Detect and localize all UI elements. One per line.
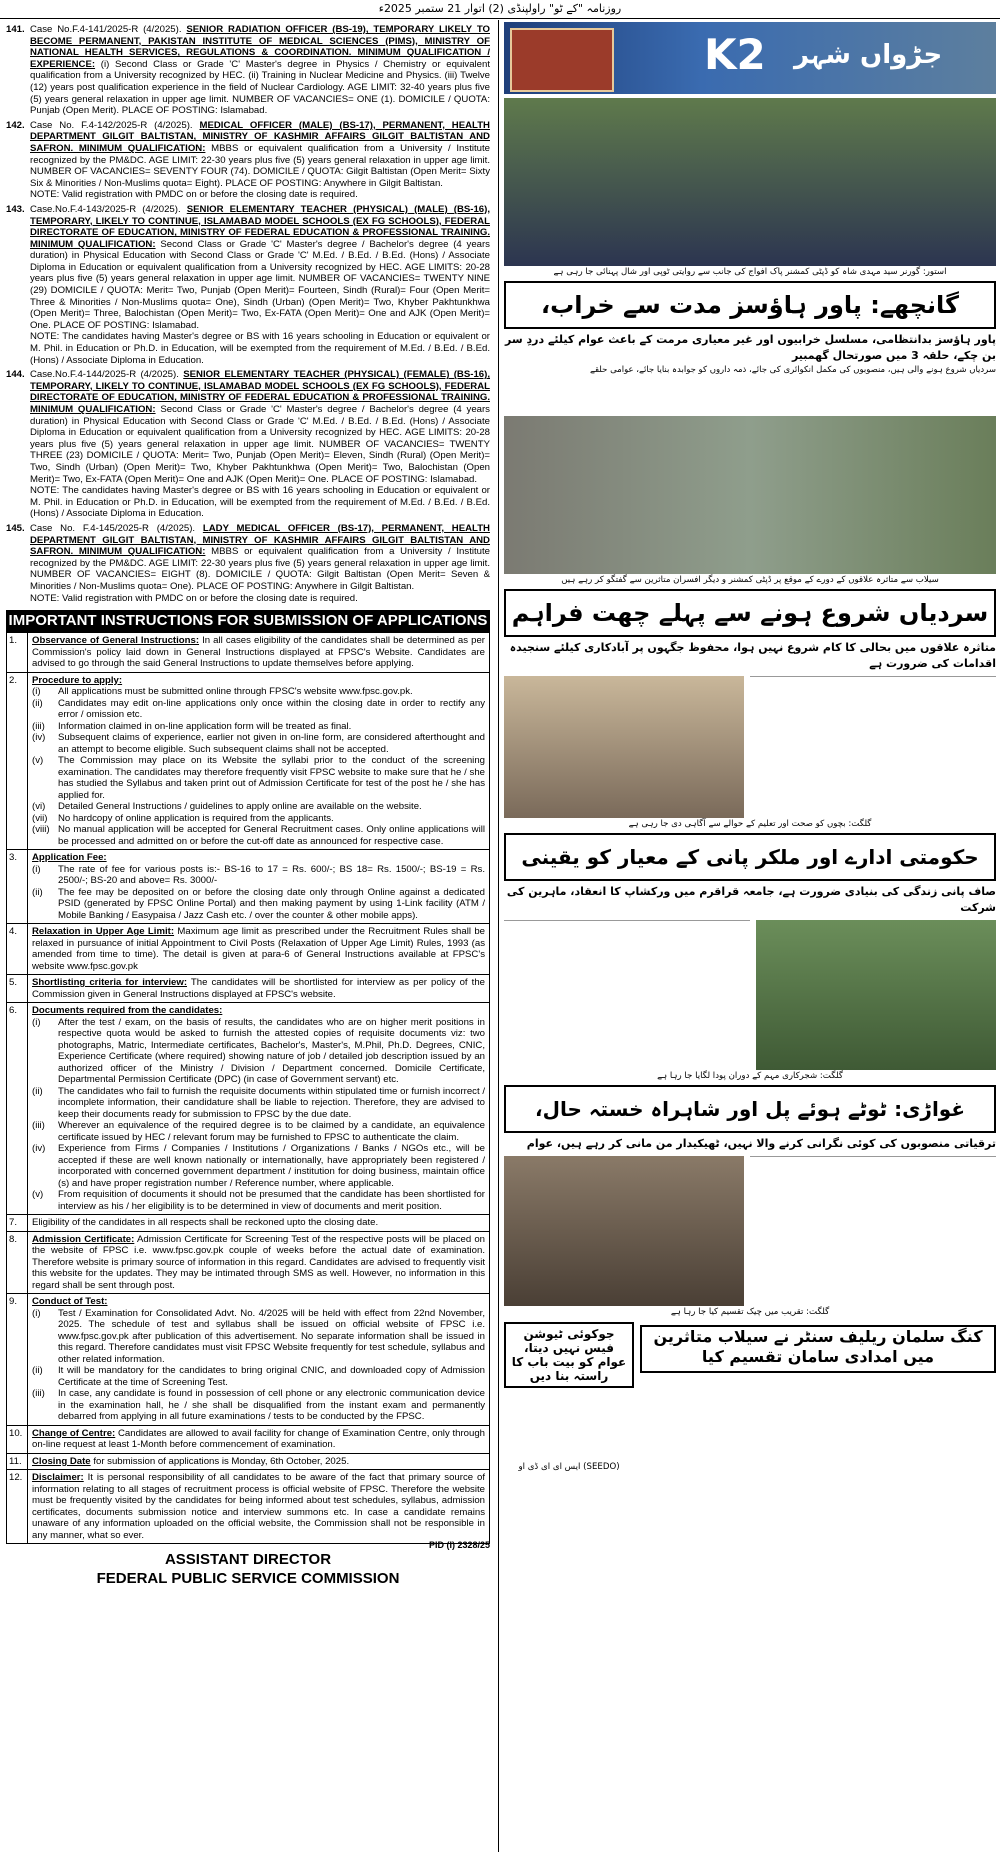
instruction-subitem bbox=[32, 1086, 485, 1121]
subitem-roman: (vi) bbox=[32, 801, 46, 813]
subitem-roman: (vii) bbox=[32, 812, 48, 824]
pid-number: PID (I) 2328/25 bbox=[428, 1540, 490, 1551]
case-text: Second Class or Grade 'C' Master's degree / Bachelor's degree (4 years duration) in Physical Education with Second Class or Grade 'C' M.Ed. / B.Ed. / B.Ed. (Hons) / Associate Diploma in Education or equivalent qualification from a University recognized by HEC. AGE LIMITS: 20-28 years plus five (5) years general relaxation in upper age limit. NUMBER OF VACANCIES= TWENTY NINE (29) DOMICILE / QUOTA: Merit= Two, Punjab (Open Merit)= Fourteen, Sindh (Rural)= Four (Open Merit= Three & Minorities / Non-Muslims quota= One), Sindh (Urban) (Open Merit)= Two, Khyber Pakhtunkhwa (Open Merit)= Three, Balochistan (Open Merit)= Two, Ex-FATA (Open Merit)= One and AJK (Open Merit)= One. PLACE OF POSTING: Islamabad. bbox=[30, 238, 490, 331]
instruction-heading: Observance of General Instructions: bbox=[32, 635, 200, 647]
case-body bbox=[30, 120, 490, 201]
instruction-content bbox=[28, 1215, 489, 1231]
bridge-article-row bbox=[504, 1156, 996, 1306]
case-note: NOTE: The candidates having Master's degree or BS with 16 years schooling in Education or equivalent or M. Phil. in Education or Ph.D. in Education, will be exempted from the requirement of M.Ed. / B.Ed. / B.Ed. (Hons) / Associate Diploma in Education. bbox=[30, 331, 490, 366]
signature-org: FEDERAL PUBLIC SERVICE COMMISSION bbox=[96, 1570, 400, 1588]
instruction-text: Admission Certificate for Screening Test of the respective posts will be placed on the website of FPSC i.e. www.fpsc.gov.pk couple of weeks before the actual date of examination. Therefore website is primary source of information in this regard. Candidates are advised to frequently visit this website for the updates. They may be intimated through SMS as well. However, no information in this regard shall be sent through post. bbox=[32, 1233, 486, 1291]
subitem-text: The candidates who fail to furnish the requisite documents within stipulated time or furnish incorrect / incomplete information, their candidature shall be liable to rejection. Therefore, they are advised to keep their documents ready for submission to FPSC by the due date. bbox=[58, 1085, 485, 1120]
instruction-content bbox=[28, 924, 489, 974]
subitem-text: Wherever an equivalence of the required degree is to be claimed by a candidate, an equivalence certificate issued by HEC / relevant forum may be furnished to FPSC to authenticate the claim. bbox=[58, 1120, 485, 1143]
instruction-content bbox=[28, 1294, 489, 1425]
subitem-roman: (i) bbox=[32, 1016, 41, 1028]
subitem-roman: (i) bbox=[32, 686, 41, 698]
case-title: SENIOR RADIATION OFFICER (BS-19), TEMPORARY LIKELY TO BECOME PERMANENT, PAKISTAN INSTITUTE OF MEDICAL SCIENCES (PIMS), MINISTRY OF NATIONAL HEALTH SERVICES, REGULATIONS & COORDINATION. MINIMUM QUALIFICATION / EXPERIENCE: bbox=[30, 24, 490, 70]
bottom-row bbox=[504, 1322, 996, 1473]
subitem-text: The fee may be deposited on or before the closing date only through Online against a dedicated PSID (generated by FPSC Online Portal) and then making payment by using 1-Link facility (ATM / Mobile Banking / Easypaisa / Jazz Cash etc. / over the counter & other mobile apps). bbox=[58, 886, 485, 921]
subheadline-flood-victims: متاثرہ علاقوں میں بحالی کا کام شروع نہیں ہوا، محفوظ جگہوں پر آبادکاری کیلئے سنجیدہ اقدامات کی ضرورت ہے bbox=[509, 641, 996, 670]
subitem-text: In case, any candidate is found in possession of cell phone or any electronic communication device in the examination hall, he / she shall be disqualified from the instant exam and permanently debarred from applying in all future examinations / tests to be conducted by the FPSC. bbox=[58, 1388, 485, 1423]
subitem-roman: (iii) bbox=[32, 720, 45, 732]
case-number: 142. bbox=[6, 119, 25, 131]
instruction-subitem bbox=[32, 698, 485, 721]
instruction-row bbox=[7, 632, 489, 672]
photo-caption-5: گلگت: تقریب میں چیک تقسیم کیا جا رہا ہے bbox=[670, 1307, 830, 1317]
case-body bbox=[30, 24, 490, 117]
instruction-row bbox=[7, 1453, 489, 1470]
instruction-content bbox=[28, 975, 489, 1002]
news-photo-cheque bbox=[504, 1156, 744, 1306]
case-body bbox=[30, 369, 490, 520]
signature-block bbox=[6, 1540, 490, 1588]
subheadline-broken-bridge: ترقیاتی منصوبوں کی کوئی نگرانی کرنے والا نہیں، ٹھیکیدار من مانی کر رہے ہیں، عوام bbox=[526, 1137, 996, 1150]
instruction-subitem bbox=[32, 721, 485, 733]
instruction-text: Eligibility of the candidates in all respects shall be reckoned upto the closing date. bbox=[32, 1217, 379, 1229]
headline-flood-victims: سردیاں شروع ہونے سے پہلے چھت فراہم bbox=[504, 589, 996, 637]
instruction-row bbox=[7, 1002, 489, 1214]
instruction-subitem bbox=[32, 1308, 485, 1366]
instruction-number: 10. bbox=[7, 1426, 28, 1453]
brand-subtitle: جڑواں شہر bbox=[794, 40, 943, 70]
news-photo-governor bbox=[504, 98, 996, 266]
subitem-text: All applications must be submitted online through FPSC's website www.fpsc.gov.pk. bbox=[58, 686, 413, 698]
headline-water-quality: حکومتی ادارے اور ملکر پانی کے معیار کو یقینی bbox=[504, 833, 996, 881]
box-article bbox=[504, 1391, 634, 1461]
instructions-table bbox=[6, 632, 490, 1544]
case-ref: Case No.F.4-141/2025-R (4/2025). bbox=[30, 24, 182, 35]
article-relief bbox=[640, 1376, 996, 1436]
subheadline-power-houses: پاور ہاؤسز بدانتظامی، مسلسل خرابیوں اور غیر معیاری مرمت کے باعث عوام کیلئے دردِ سر بن چکے، حلقہ 3 میں صورتحال گھمبیر bbox=[505, 333, 996, 362]
column-divider bbox=[498, 20, 499, 1852]
instruction-number: 12. bbox=[7, 1470, 28, 1543]
instruction-number: 7. bbox=[7, 1215, 28, 1231]
instruction-number: 5. bbox=[7, 975, 28, 1002]
instruction-text: In all cases eligibility of the candidates shall be determined as per Commission's policy laid down in General Instructions displayed at FPSC's Website. Candidates are advised to go through the said General Instructions to update themselves before applying. bbox=[32, 635, 485, 670]
instruction-text: The candidates will be shortlisted for interview as per policy of the Commission given in General Instructions displayed at FPSC's website. bbox=[32, 977, 485, 1000]
subitem-text: Detailed General Instructions / guidelines to apply online are available on the website. bbox=[58, 801, 422, 813]
subitem-roman: (ii) bbox=[32, 1365, 43, 1377]
instruction-subitem bbox=[32, 1388, 485, 1423]
subitem-roman: (v) bbox=[32, 1189, 44, 1201]
instruction-subitem bbox=[32, 755, 485, 801]
instruction-content bbox=[28, 1454, 489, 1470]
subitem-roman: (i) bbox=[32, 1307, 41, 1319]
case-body bbox=[30, 204, 490, 366]
instruction-number: 2. bbox=[7, 673, 28, 850]
case-ref: Case No. F.4-142/2025-R (4/2025). bbox=[30, 119, 193, 131]
instruction-text: Maximum age limit as prescribed under the Recruitment Rules shall be relaxed in pursuance of initial Appointment to Civil Posts (Relaxation of Upper Age Limit) Rules, 1993 (as amended from time to time). The detail is given at para-6 of General Instructions available at FPSC's website www.fpsc.gov.pk bbox=[32, 926, 485, 972]
case-ref: Case No. F.4-145/2025-R (4/2025). bbox=[30, 522, 196, 534]
case-note: NOTE: Valid registration with PMDC on or before the closing date is required. bbox=[30, 592, 358, 604]
instruction-subitem bbox=[32, 801, 485, 813]
instruction-subitem bbox=[32, 1017, 485, 1086]
instruction-row bbox=[7, 1293, 489, 1425]
photo-caption-4: گلگت: شجرکاری مہم کے دوران پودا لگایا جا رہا ہے bbox=[657, 1071, 843, 1081]
subitem-roman: (iii) bbox=[32, 1120, 45, 1132]
instruction-text: It is personal responsibility of all candidates to be aware of the fact that primary source of information relating to all stages of recruitment process is official website of FPSC. Therefore the website must be frequently visited by the candidates for being informed about test schedules, syllabus, admission certificates, documents submission notice and interview summons etc. In case a candidate remains unaware of any information uploaded on the official website, the Commission shall not be responsible in any manner, what so ever. bbox=[32, 1472, 485, 1541]
bottom-right-story bbox=[640, 1322, 996, 1473]
instruction-heading: Relaxation in Upper Age Limit: bbox=[32, 926, 175, 938]
case-number: 143. bbox=[6, 203, 25, 215]
water-article-row bbox=[504, 920, 996, 1070]
box-footer: ایس ای ای ڈی او (SEEDO) bbox=[518, 1462, 620, 1472]
case-title: SENIOR ELEMENTARY TEACHER (PHYSICAL) (MALE) (BS-16), TEMPORARY, LIKELY TO CONTINUE, ISLAMABAD MODEL SCHOOLS (EX FG SCHOOLS), FEDERAL DIRECTORATE OF EDUCATION, MINISTRY OF FEDERAL EDUCATION & PROFESSIONAL TRAINING. MINIMUM QUALIFICATION: bbox=[30, 203, 491, 250]
instruction-row bbox=[7, 849, 489, 923]
flood-article-row bbox=[504, 676, 996, 818]
instruction-row bbox=[7, 923, 489, 974]
case-item bbox=[6, 24, 490, 117]
subitem-text: After the test / exam, on the basis of results, the candidates who are on higher merit positions in respective quota would be asked to furnish the attested copies of requisite documents viz: two photographs, Matric, Intermediate certificates, Bachelor's, Master's, M.Phil, Ph.D. Degrees, CNIC, Experience Certificate (where required) showing nature of job / detailed job description issued by an authorized officer of the Ministry / Division / Department concerned. Domicile Certificate, Departmental Permission Certificate (DPC) (in case of Government servant) etc. bbox=[58, 1016, 485, 1086]
subitem-text: No manual application will be accepted for General Recruitment cases. Only online applications will be processed and admitted on or before the cut-off date as announced for respective case. bbox=[58, 824, 485, 847]
subitem-text: Information claimed in on-line application form will be treated as final. bbox=[58, 720, 352, 732]
subitem-text: Experience from Firms / Companies / Institutions / Organizations / Banks / NGOs etc., will be accepted if these are well known nationally or internationally, have appropriately been registered / incorporated with concerned government department / institution for doing business, maintain office (s) and have proper registration number / Reference number, where applicable. bbox=[58, 1143, 485, 1189]
case-number: 141. bbox=[6, 24, 25, 35]
subitem-roman: (iv) bbox=[32, 732, 46, 744]
subitem-roman: (iii) bbox=[32, 1388, 45, 1400]
headline-relief: کنگ سلمان ریلیف سنٹر نے سیلاب متاثرین میں امدادی سامان تقسیم کیا bbox=[640, 1325, 996, 1373]
subitem-text: Subsequent claims of experience, earlier not given in on-line form, are considered afterthought and an attempt to become eligible. Such subsequent claims shall not be accepted. bbox=[58, 732, 485, 755]
case-text: MBBS or equivalent qualification from a University / Institute recognized by the PM&DC. AGE LIMIT: 22-30 years plus five (5) years general relaxation in upper age limit. NUMBER OF VACANCIES= EIGHT (8). DOMICILE / QUOTA: Gilgit Baltistan (Open Merit= Seven & Minorities / Non-Muslims quota= One). PLACE OF POSTING: Anywhere in Gilgit Baltistan. bbox=[30, 546, 490, 592]
instruction-content bbox=[28, 1232, 489, 1294]
article-water-quality bbox=[504, 920, 750, 1071]
subitem-roman: (ii) bbox=[32, 1085, 43, 1097]
photo-caption-2: سیلاب سے متاثرہ علاقوں کے دورے کے موقع پر ڈپٹی کمشنر و دیگر افسران متاثرین سے گفتگو کر رہے ہیں bbox=[561, 575, 939, 585]
bottom-left-box bbox=[504, 1322, 634, 1473]
instruction-content bbox=[28, 1426, 489, 1453]
case-title: SENIOR ELEMENTARY TEACHER (PHYSICAL) (FEMALE) (BS-16), TEMPORARY, LIKELY TO CONTINUE, ISLAMABAD MODEL SCHOOLS (EX FG SCHOOLS), FEDERAL DIRECTORATE OF EDUCATION, MINISTRY OF FEDERAL EDUCATION & PROFESSIONAL TRAINING. MINIMUM QUALIFICATION: bbox=[30, 369, 490, 415]
case-item bbox=[6, 120, 490, 201]
instruction-subitem bbox=[32, 824, 485, 847]
subitem-roman: (viii) bbox=[32, 824, 50, 836]
instruction-heading: Conduct of Test: bbox=[32, 1296, 108, 1308]
signature-title: ASSISTANT DIRECTOR bbox=[164, 1551, 332, 1569]
case-item bbox=[6, 204, 490, 366]
case-text: MBBS or equivalent qualification from a University / Institute recognized by the PM&DC. AGE LIMIT: 22-30 years plus five (5) years general relaxation in upper age limit. NUMBER OF VACANCIES= SEVENTY FOUR (74). DOMICILE / QUOTA: Gilgit Baltistan (Open Merit= Sixty Six & Minorities / Non-Muslims quota= Eight). PLACE OF POSTING: Anywhere in Gilgit Baltistan. bbox=[30, 142, 490, 189]
case-note: NOTE: Valid registration with PMDC on or before the closing date is required. bbox=[30, 189, 358, 201]
case-title: LADY MEDICAL OFFICER (BS-17), PERMANENT, HEALTH DEPARTMENT GILGIT BALTISTAN, MINISTRY OF KASHMIR AFFAIRS GILGIT BALTISTAN AND SAFRON. MINIMUM QUALIFICATION: bbox=[30, 522, 490, 558]
building-illustration bbox=[510, 28, 614, 92]
instruction-subitem bbox=[32, 732, 485, 755]
instruction-row bbox=[7, 1231, 489, 1294]
headline-power-houses: گانچھے: پاور ہاؤسز مدت سے خراب، bbox=[504, 281, 996, 329]
case-item bbox=[6, 369, 490, 520]
article-power-houses: سردیاں شروع ہونے والی ہیں، منصوبوں کی مکمل انکوائری کی جائے، ذمہ داروں کو جوابدہ بنایا جائے، عوامی حلقے bbox=[590, 365, 996, 375]
news-photo-children bbox=[504, 676, 744, 818]
instruction-subitem bbox=[32, 686, 485, 698]
instruction-number: 4. bbox=[7, 924, 28, 974]
box-headline: جوکوئی ٹیوشن فیس نہیں دیتا، عوام کو بیت باب کا راستہ بنا دیں bbox=[504, 1322, 634, 1388]
article-flood-victims bbox=[750, 676, 996, 819]
masthead-dateline: روزنامہ "کے ٹو" راولپنڈی (2) اتوار 21 ستمبر 2025ء bbox=[0, 0, 1000, 19]
instruction-row bbox=[7, 1469, 489, 1543]
instruction-number: 6. bbox=[7, 1003, 28, 1214]
instruction-number: 11. bbox=[7, 1454, 28, 1470]
subitem-text: Candidates may edit on-line applications only once within the closing date in order to rectify any error / omission etc. bbox=[58, 697, 485, 721]
instruction-subitem bbox=[32, 1120, 485, 1143]
instruction-subitem bbox=[32, 1189, 485, 1212]
instruction-number: 3. bbox=[7, 850, 28, 923]
case-title: MEDICAL OFFICER (MALE) (BS-17), PERMANENT, HEALTH DEPARTMENT GILGIT BALTISTAN, MINISTRY OF KASHMIR AFFAIRS GILGIT BALTISTAN AND SAFRON. MINIMUM QUALIFICATION: bbox=[30, 119, 490, 154]
instruction-subitem bbox=[32, 813, 485, 825]
subitem-roman: (iv) bbox=[32, 1143, 46, 1155]
instruction-row bbox=[7, 1214, 489, 1231]
case-ref: Case.No.F.4-143/2025-R (4/2025). bbox=[30, 203, 181, 215]
instruction-row bbox=[7, 672, 489, 850]
instruction-content bbox=[28, 673, 489, 850]
news-photo-tree-planting bbox=[756, 920, 996, 1070]
instruction-content bbox=[28, 633, 489, 672]
instruction-heading: Shortlisting criteria for interview: bbox=[32, 977, 188, 989]
fpsc-advertisement bbox=[6, 24, 490, 1588]
photo-caption-3: گلگت: بچوں کو صحت اور تعلیم کے حوالے سے آگاہی دی جا رہی ہے bbox=[628, 819, 872, 829]
k2-banner bbox=[504, 22, 996, 94]
subitem-text: It will be mandatory for the candidates to bring original CNIC, and downloaded copy of Admission Certificate at the time of Screening Test. bbox=[58, 1365, 485, 1388]
instruction-heading: Disclaimer: bbox=[32, 1472, 84, 1484]
subitem-text: From requisition of documents it should not be presumed that the candidate has been shortlisted for interview as his / her eligibility is to be determined in view of documents and merit position. bbox=[58, 1189, 485, 1212]
case-ref: Case.No.F.4-144/2025-R (4/2025). bbox=[30, 369, 179, 381]
subitem-roman: (i) bbox=[32, 863, 41, 875]
case-body bbox=[30, 523, 490, 604]
brand-logo: K2 bbox=[704, 30, 766, 79]
headline-broken-bridge: غواڑی: ٹوٹے ہوئے پل اور شاہراہ خستہ حال، bbox=[504, 1085, 996, 1133]
subitem-text: The rate of fee for various posts is:- BS-16 to 17 = Rs. 600/-; BS 18= Rs. 1500/-; BS-19 = Rs. 2500/-; BS-20 and above= Rs. 3000/- bbox=[58, 863, 485, 887]
case-text: Second Class or Grade 'C' Master's degree / Bachelor's degree (4 years duration) in Physical Education with Second Class or Grade 'C' M.Ed. / B.Ed. / B.Ed. (Hons) / Associate Diploma in Education or equivalent qualification from a University recognized by HEC. AGE LIMITS: 20-28 years plus five (5) years general relaxation in upper age limit. NUMBER OF VACANCIES= TWENTY THREE (23) DOMICILE / QUOTA: Merit= Two, Punjab (Open Merit)= Eleven, Sindh (Rural) (Open Merit)= Two, Sindh (Urban) (Open Merit)= Two, Khyber Pakhtunkhwa (Open Merit)= Two, Balochistan (Open Merit)= Two, Ex-FATA (Open Merit)= One and AJK (Open Merit)= One. PLACE OF POSTING: Islamabad. bbox=[30, 404, 490, 485]
instruction-row bbox=[7, 1425, 489, 1453]
news-photo-flood-visit bbox=[504, 416, 996, 574]
instruction-row bbox=[7, 974, 489, 1002]
instruction-heading: Closing Date bbox=[32, 1455, 91, 1467]
subitem-roman: (v) bbox=[32, 755, 44, 767]
instruction-text: for submission of applications is Monday, 6th October, 2025. bbox=[93, 1455, 350, 1467]
case-number: 145. bbox=[6, 522, 25, 534]
instruction-heading: Procedure to apply: bbox=[32, 674, 123, 686]
case-text: (i) Second Class or Grade 'C' Master's degree in Physics / Chemistry or equivalent qualification from a University recognized by HEC. (ii) Training in Nuclear Medicine and Physics. (iii) Twelve (12) years post qualification experience in the field of Nuclear Cardiology. AGE LIMIT: 32-40 years plus five (5) years general relaxation in upper age limit. NUMBER OF VACANCIES= ONE (1). DOMICILE / QUOTA: Punjab (Open Merit). PLACE OF POSTING: Islamabad. bbox=[30, 58, 490, 117]
instruction-number: 9. bbox=[7, 1294, 28, 1425]
instruction-content bbox=[28, 1003, 489, 1214]
instruction-text: Candidates are allowed to avail facility for change of Examination Centre, only through on-line request at least 1-Month before commencement of examination. bbox=[32, 1427, 485, 1451]
subitem-roman: (ii) bbox=[32, 697, 43, 709]
instruction-content bbox=[28, 1470, 489, 1543]
case-number: 144. bbox=[6, 369, 25, 381]
instruction-subitem bbox=[32, 864, 485, 887]
instruction-subitem bbox=[32, 1143, 485, 1189]
case-item bbox=[6, 523, 490, 604]
news-column bbox=[504, 22, 996, 1473]
instruction-subitem bbox=[32, 1365, 485, 1388]
instruction-heading: Change of Centre: bbox=[32, 1427, 116, 1439]
instruction-number: 1. bbox=[7, 633, 28, 672]
instruction-content bbox=[28, 850, 489, 923]
photo-caption-1: استور: گورنر سید مہدی شاہ کو ڈپٹی کمشنر پاک افواج کی جانب سے روایتی ٹوپی اور شال پہنائی جا رہی ہے bbox=[553, 267, 947, 277]
subitem-text: Test / Examination for Consolidated Advt. No. 4/2025 will be held with effect from 22nd November, 2025. The schedule of test and syllabus shall be issued on official website of FPSC i.e. www.fpsc.gov.pk after publication of this advertisement. No separate information shall be issued in this regard. Therefore candidates must visit FPSC Website frequently for test schedule, syllabus and other related information. bbox=[58, 1307, 485, 1365]
instruction-heading: Documents required from the candidates: bbox=[32, 1005, 223, 1017]
instruction-subitem bbox=[32, 887, 485, 922]
article-broken-bridge bbox=[750, 1156, 996, 1307]
instruction-heading: Application Fee: bbox=[32, 852, 107, 864]
case-note: NOTE: The candidates having Master's degree or BS with 16 years schooling in Education or equivalent or M. Phil. in Education or Ph.D. in Education, will be exempted from the requirement of M.Ed. / B.Ed. / B.Ed. (Hons) / Associate Diploma in Education. bbox=[30, 485, 490, 520]
subheadline-water-quality: صاف پانی زندگی کی بنیادی ضرورت ہے، جامعہ قراقرم میں ورکشاپ کا انعقاد، ماہرین کی شرکت bbox=[506, 885, 996, 914]
subitem-roman: (ii) bbox=[32, 886, 43, 898]
instructions-title: IMPORTANT INSTRUCTIONS FOR SUBMISSION OF APPLICATIONS bbox=[6, 610, 490, 632]
case-list bbox=[6, 24, 490, 604]
instruction-heading: Admission Certificate: bbox=[32, 1233, 135, 1245]
subitem-text: No hardcopy of online application is required from the applicants. bbox=[58, 812, 334, 824]
instruction-number: 8. bbox=[7, 1232, 28, 1294]
subitem-text: The Commission may place on its Website the syllabi prior to the conduct of the screening examination. The candidates may therefore frequently visit FPSC website to make sure that he / she has studied the Syllabus and taken print out of Admission Certificate for test of the post he / she has applied for. bbox=[58, 755, 485, 801]
